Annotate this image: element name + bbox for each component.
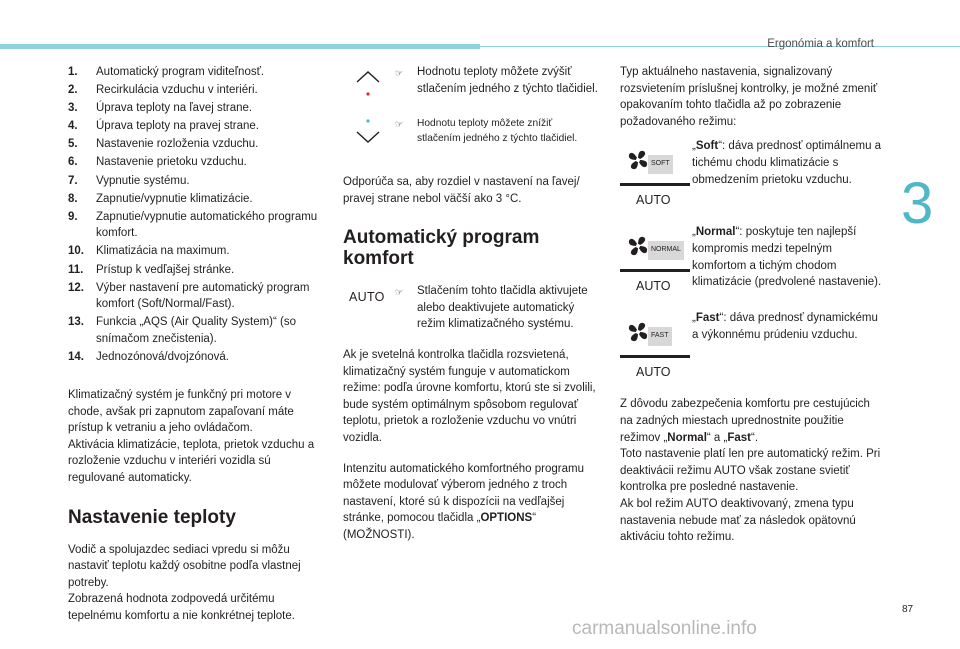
auto-only-paragraph: Toto nastavenie platí len pre automatický režim. Pri deaktivácii režimu AUTO však zostane svietiť kontrolka pre posledné nastavenie. — [620, 448, 881, 494]
legend-number: 6. — [68, 156, 78, 169]
legend-item — [68, 118, 320, 135]
mode-name: Soft — [695, 140, 719, 153]
mode-auto-label: AUTO — [636, 365, 671, 380]
legend-number: 9. — [68, 210, 78, 223]
section-title: Ergonómia a komfort — [767, 38, 874, 50]
arrow-bullet-icon: ☞ — [395, 287, 404, 298]
mode-text — [692, 224, 882, 290]
quote-open: „ — [692, 226, 696, 239]
legend-item — [68, 82, 320, 99]
auto-paragraph-2-a: Intenzitu automatického komfortného programu môžete modulovať výberom jedného z troch nastavení, ktoré sú k dispozícii na vedľajšej stránke, pomocou tlačidla „ — [343, 462, 584, 525]
options-label: OPTIONS — [480, 512, 533, 525]
chevron-down-icon — [353, 116, 383, 150]
header-bar — [0, 44, 480, 49]
mode-fast — [620, 310, 882, 390]
legend-number: 3. — [68, 102, 78, 115]
rear-c: “ a „ — [706, 431, 728, 444]
rear-normal: Normal — [667, 431, 707, 444]
legend-number: 7. — [68, 174, 78, 187]
mode-indicator-line — [620, 269, 690, 272]
temp-paragraph-2: Zobrazená hodnota zodpovedá určitému tepelnému komfortu a nie konkrétnej teplote. — [68, 593, 295, 623]
auto-paragraph-1: Ak je svetelná kontrolka tlačidla rozsvietená, klimatizačný systém funguje v automatickom režime: podľa úrovne komfortu, ktorú ste si zvolili, bude systém optimálnym spôsobom regulovať teplotu, prietok a rozloženie vzduchu vo vnútri vozidla. — [343, 348, 596, 444]
legend-text: Zapnutie/vypnutie automatického programu komfort. — [96, 210, 318, 240]
mode-icon — [620, 310, 692, 390]
mode-tag: NORMAL — [648, 241, 684, 260]
mode-tag: SOFT — [648, 155, 673, 174]
legend-text: Klimatizácia na maximum. — [96, 245, 230, 258]
mode-auto-label: AUTO — [636, 193, 671, 208]
legend-text: Úprava teploty na pravej strane. — [96, 120, 260, 133]
mode-description: “: dáva prednosť optimálnemu a tichému chodu klimatizácie s obmedzením prietoku vzduchu. — [692, 140, 882, 186]
intro-paragraph-2: Aktivácia klimatizácie, teplota, prietok vzduchu a rozloženie vzduchu v interiéri vozidla sú regulované automaticky. — [68, 438, 315, 485]
arrow-bullet-icon: ☞ — [395, 68, 404, 78]
legend-text: Nastavenie rozloženia vzduchu. — [96, 138, 259, 151]
mode-indicator-line — [620, 183, 690, 186]
heading-auto-program: Automatický program komfort — [343, 227, 540, 270]
intro-paragraph: Klimatizačný systém je funkčný pri motore v chode, avšak pri zapnutom zapaľovaní máte prístup k vetraniu a jeho ovládačom. — [68, 389, 294, 435]
quote-open: „ — [692, 312, 696, 325]
legend-text: Jednozónová/dvojzónová. — [96, 351, 229, 363]
temp-down-text: Hodnotu teploty môžete znížiť stlačením jedného z týchto tlačidiel. — [417, 118, 578, 144]
mode-normal — [620, 224, 882, 304]
legend-item — [68, 349, 320, 366]
rear-e: “. — [751, 431, 759, 444]
legend-text: Úprava teploty na ľavej strane. — [96, 102, 253, 115]
mode-tag: FAST — [648, 327, 672, 346]
legend-text: Recirkulácia vzduchu v interiéri. — [96, 84, 258, 97]
auto-button-label: AUTO — [349, 290, 385, 305]
legend-item — [68, 280, 320, 313]
mode-description: “: dáva prednosť dynamickému a výkonnému prúdeniu vzduchu. — [692, 312, 878, 341]
auto-block — [343, 283, 598, 333]
legend-item — [68, 191, 320, 208]
mode-icon — [620, 138, 692, 218]
modes-intro: Typ aktuálneho nastavenia, signalizovaný rozsvietením príslušnej kontrolky, je možné zmeniť opakovaním tohto tlačidla až po zobrazenie požadovaného režimu: — [620, 66, 878, 128]
legend-number: 10. — [68, 245, 84, 258]
mode-name: Fast — [695, 312, 720, 325]
legend-list — [68, 64, 320, 366]
temp-paragraph-1: Vodič a spolujazdec sediaci vpredu si môžu nastaviť teplotu každý osobitne podľa vlastnej potreby. — [68, 543, 301, 589]
mode-icon — [620, 224, 692, 304]
legend-number: 8. — [68, 192, 78, 205]
modes-list — [620, 138, 882, 390]
legend-text: Zapnutie/vypnutie klimatizácie. — [96, 192, 253, 205]
mode-description: “: poskytuje ten najlepší kompromis medzi tepelným komfortom a tichým chodom klimatizácie (predvolené nastavenie). — [692, 226, 882, 289]
legend-number: 12. — [68, 281, 84, 294]
legend-item — [68, 262, 320, 279]
legend-item — [68, 154, 320, 171]
header-line — [480, 46, 960, 47]
auto-text: Stlačením tohto tlačidla aktivujete alebo deaktivujete automatický režim klimatizačného systému. — [417, 285, 588, 331]
deactivated-paragraph: Ak bol režim AUTO deaktivovaný, zmena typu nastavenia nebude mať za následok opätovnú aktiváciu tohto režimu. — [620, 497, 856, 544]
legend-number: 1. — [68, 66, 78, 78]
legend-number: 13. — [68, 316, 84, 329]
mode-name: Normal — [695, 226, 736, 239]
page-number: 87 — [902, 604, 914, 615]
heading-temperature: Nastavenie teploty — [68, 506, 236, 528]
quote-open: „ — [692, 140, 696, 153]
watermark: carmanualsonline.info — [572, 618, 757, 639]
rear-fast: Fast — [727, 431, 752, 444]
legend-item — [68, 243, 320, 260]
legend-text: Funkcia „AQS (Air Quality System)“ (so snímačom znečistenia). — [96, 316, 297, 345]
mode-auto-label: AUTO — [636, 279, 671, 294]
temp-down-block — [343, 116, 598, 160]
temp-up-block — [343, 64, 598, 108]
auto-paragraph-2-c: “ (MOŽNOSTI). — [343, 512, 537, 541]
column-2 — [343, 64, 598, 544]
temp-up-text: Hodnotu teploty môžete zvýšiť stlačením jedného z týchto tlačidiel. — [417, 66, 598, 95]
legend-item — [68, 100, 320, 117]
legend-item — [68, 314, 320, 347]
arrow-bullet-icon: ☞ — [395, 119, 404, 129]
chevron-up-icon — [353, 68, 383, 102]
legend-item — [68, 209, 320, 242]
mode-soft — [620, 138, 882, 218]
rear-a: Z dôvodu zabezpečenia komfortu pre cestujúcich na zadných miestach uprednostnite použitie režimov „ — [620, 398, 870, 444]
legend-number: 5. — [68, 138, 78, 151]
legend-text: Vypnutie systému. — [96, 174, 190, 187]
legend-number: 2. — [68, 84, 78, 97]
mode-text — [692, 310, 882, 343]
legend-text: Prístup k vedľajšej stránke. — [96, 263, 235, 276]
legend-text: Nastavenie prietoku vzduchu. — [96, 156, 247, 169]
legend-item — [68, 173, 320, 190]
column-1 — [68, 64, 320, 625]
legend-number: 4. — [68, 120, 78, 133]
rear-paragraph — [620, 396, 882, 446]
legend-item — [68, 64, 320, 81]
auto-paragraph-2 — [343, 461, 598, 544]
legend-text: Výber nastavení pre automatický program komfort (Soft/Normal/Fast). — [96, 281, 310, 311]
mode-text — [692, 138, 882, 188]
legend-number: 11. — [68, 263, 84, 276]
legend-item — [68, 136, 320, 153]
column-3 — [620, 64, 882, 546]
chapter-number: 3 — [901, 171, 934, 236]
legend-number: 14. — [68, 351, 84, 363]
advice-paragraph: Odporúča sa, aby rozdiel v nastavení na ľavej/ pravej strane nebol väčší ako 3 °C. — [343, 176, 580, 205]
mode-indicator-line — [620, 355, 690, 358]
legend-text: Automatický program viditeľnosť. — [96, 66, 265, 78]
